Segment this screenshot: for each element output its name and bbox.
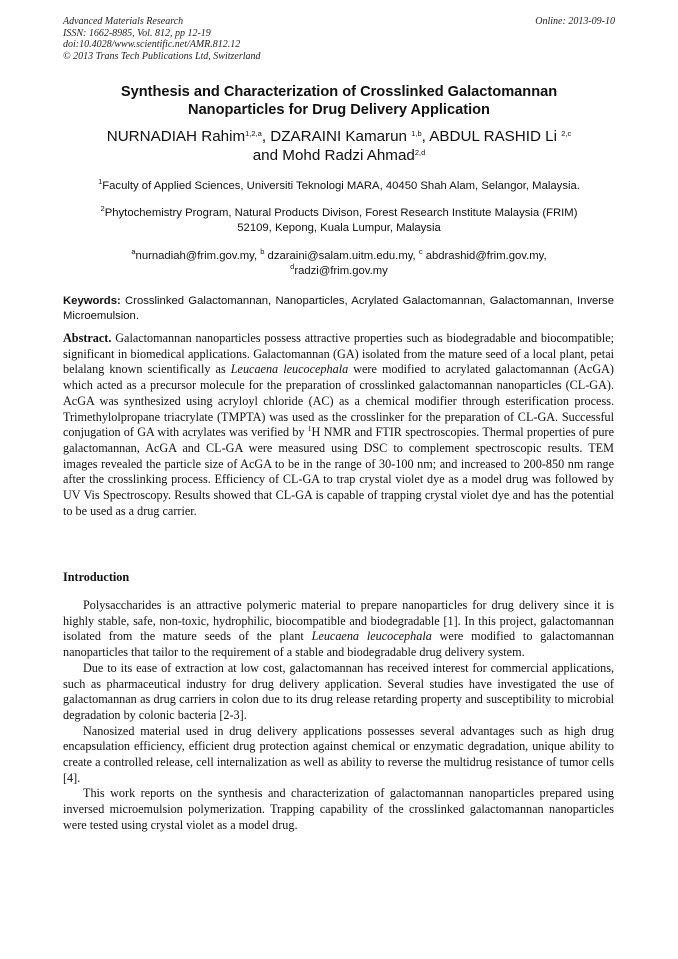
email-a[interactable]: nurnadiah@frim.gov.my, <box>135 250 261 262</box>
issn-line: ISSN: 1662-8985, Vol. 812, pp 12-19 <box>63 27 211 39</box>
keywords-text: Crosslinked Galactomannan, Nanoparticles, Acrylated Galactomannan, Galactomannan, Inverse Microemulsion. <box>63 295 614 322</box>
journal-name: Advanced Materials Research <box>63 16 184 27</box>
author-3: ABDUL RASHID Li <box>429 128 562 145</box>
email-c-marker: c <box>418 247 423 256</box>
introduction-body <box>63 598 614 834</box>
abstract <box>63 331 614 519</box>
abstract-species: Leucaena leucocephala <box>230 362 349 377</box>
journal-header <box>63 16 261 62</box>
title-line-2: Nanoparticles for Drug Delivery Application <box>188 102 490 118</box>
affiliation-2-line-2: 52109, Kepong, Kuala Lumpur, Malaysia <box>237 221 441 234</box>
intro-paragraph-2: Due to its ease of extraction at low cost, galactomannan has received interest for commercial applications, such as pharmaceutical industry for drug delivery application. Several studies have investigated the use of galactomannan as drug carriers in colon due to its drug release retarding property and susceptibility to microbial degradation by colonic bacteria [2-3]. <box>63 660 614 722</box>
intro-paragraph-3: Nanosized material used in drug delivery applications possesses several advantages such as high drug encapsulation efficiency, efficient drug protection against chemical or enzymatic degradation, unique ability to create a controlled release, cell internalization as well as ability to reverse the multidrug resistance of tumor cells [4]. <box>63 723 614 785</box>
intro-species: Leucaena leucocephala <box>311 629 432 644</box>
abstract-label: Abstract. <box>63 331 112 345</box>
copyright-line: © 2013 Trans Tech Publications Ltd, Switzerland <box>63 50 261 62</box>
email-a-marker: a <box>131 247 136 256</box>
author-emails <box>60 249 618 278</box>
keywords <box>63 294 614 323</box>
online-date: Online: 2013-09-10 <box>535 16 615 27</box>
intro-paragraph-4: This work reports on the synthesis and characterization of galactomannan nanoparticles prepared using inversed microemulsion polymerization. Trapping capability of the crosslinked galactomannan nanoparticles were tested using crystal violet as a model drug. <box>63 786 614 832</box>
abstract-text-3: H NMR and FTIR spectroscopies. Thermal properties of pure galactomannan, AcGA and CL-GA were measured using DSC to complement spectroscopic results. TEM images revealed the particle size of AcGA to be in the range of 30-100 nm; and increased to 200-850 nm range after the crosslinking process. Efficiency of CL-GA to trap crystal violet dye as a model drug was followed by UV Vis Spectroscopy. Results showed that CL-GA is capable of trapping crystal violet dye and has the potential to be used as a drug carrier. <box>63 425 614 518</box>
author-2-affil: 1,b <box>411 129 422 138</box>
affiliation-1 <box>60 179 618 194</box>
author-4-affil: 2,d <box>414 148 426 157</box>
affiliation-1-text: Faculty of Applied Sciences, Universiti Teknologi MARA, 40450 Shah Alam, Selangor, Malaysia. <box>102 180 580 192</box>
author-2: DZARAINI Kamarun <box>270 128 412 145</box>
author-and: and <box>252 147 279 164</box>
author-1: NURNADIAH Rahim <box>106 128 246 145</box>
author-3-affil: 2,c <box>561 129 572 138</box>
paper-title <box>60 83 618 119</box>
email-c[interactable]: abdrashid@frim.gov.my, <box>422 250 547 262</box>
author-separator: , <box>421 128 430 145</box>
affiliation-2-marker: 2 <box>100 204 105 213</box>
doi-line: doi:10.4028/www.scientific.net/AMR.812.12 <box>63 39 241 50</box>
introduction-heading: Introduction <box>63 570 130 584</box>
abstract-text-1: Galactomannan nanoparticles possess attractive properties such as biodegradable and biocompatible; significant in biomedical applications. Galactomannan (GA) isolated from the mature seed of a local plant, petai belalang known scientifically as <box>63 331 614 377</box>
keywords-label: Keywords: <box>63 295 121 307</box>
affiliation-2-line-1: Phytochemistry Program, Natural Products Divison, Forest Research Institute Malaysia (FRIM) <box>104 207 578 219</box>
email-b-marker: b <box>260 247 265 256</box>
email-b[interactable]: dzaraini@salam.uitm.edu.my, <box>264 250 419 262</box>
email-d[interactable]: radzi@frim.gov.my <box>294 264 388 277</box>
title-line-1: Synthesis and Characterization of Crosslinked Galactomannan <box>120 84 558 100</box>
author-4: Mohd Radzi Ahmad <box>282 147 415 164</box>
nmr-superscript: 1 <box>307 424 312 434</box>
abstract-text-2: were modified to acrylated galactomannan (AcGA) which acted as a precursor molecule for the preparation of crosslinked galactomannan nanoparticles (CL-GA). AcGA was synthesized using acryloyl chloride (AC) as a chemical modifier through esterification process. Trimethylolpropane triacrylate (TMPTA) was used as the crosslinker for the preparation of CL-GA. Successful conjugation of GA with acrylates was verified by <box>63 362 614 440</box>
intro-paragraph-1: Polysaccharides is an attractive polymeric material to prepare nanoparticles for drug delivery since it is highly stable, safe, non-toxic, hydrophilic, biocompatible and biodegradable [1]. In this project, galactomannan isolated from the mature seeds of the plant Leucaena leucocephala were modified to galactomannan nanoparticles that tailor to the requirement of a stable and biodegradable drug delivery system. <box>63 598 614 660</box>
affiliation-2 <box>60 206 618 235</box>
author-1-affil: 1,2,a <box>245 129 262 138</box>
email-d-marker: d <box>290 261 295 271</box>
author-list <box>50 127 628 165</box>
authors-line-1 <box>50 127 628 146</box>
authors-line-2 <box>50 146 628 165</box>
affiliation-1-marker: 1 <box>98 177 103 186</box>
author-separator: , <box>261 128 271 145</box>
